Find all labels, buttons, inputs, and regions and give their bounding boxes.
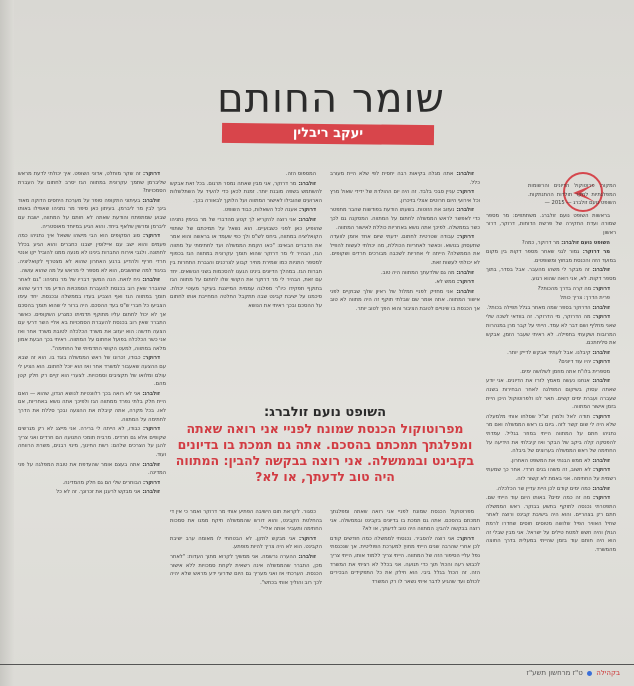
paragraph <box>486 358 616 367</box>
paragraph-text: מספרית בלו"ח אתה מוזמן לשלושה ימים. <box>520 368 610 375</box>
speaker-label: דרוקר: <box>589 413 610 420</box>
column-1 <box>486 182 616 642</box>
paragraph <box>486 349 616 358</box>
speaker-label: דרוקר: <box>455 279 474 286</box>
paragraph-text: זה שקר מוחלט, אדוני השופט. איך יכולתי לדעת מראש שליברמן שתמך עקרונית במתווה הגז יסרב לחתום על העברת הסמכויות? <box>18 171 166 195</box>
paragraph-text: כבודו, לא הייתה לי ברירה. אני מייצג לא רק מגרשים שקופים אלא גם חרדים. מרבית תומכי התנועה הם חרדים ואני צריך להגן על הצרכים שלהם: רשת החינוך, מינוי רבנים, משרת הרווחה ועוד. <box>18 426 166 458</box>
paragraph-text: זה מבקר לי משהו מהעבר. אבל בסדר, בתוך מספר דקות. לא, אני רואה שהוא רגוע. <box>486 267 616 282</box>
page-fold-shadow <box>0 0 14 686</box>
paragraph <box>486 212 616 238</box>
paragraph <box>330 188 480 205</box>
pull-quote <box>170 404 480 485</box>
speaker-label: דרוקר: <box>140 233 160 240</box>
speaker-label: זולברג: <box>590 349 610 356</box>
speaker-label: זולברג: <box>140 390 160 397</box>
paragraph-text: אני רוצה להסביר. נכנסתי לממשלה כמה חודשים קודם לכן אחרי שהרבה שנים הייתי מחוץ למערכת הפוליטית. אך שנכנסתי נפל עליי הסיפור הזה של המתווה. הייתי צריך ללמוד אותו, הייתי צריך לכבוש רעה והכול תוך כדי תנועה. אני בכלל לא רציתי את המשרד הזה. זה הכול בגלל ביבי. הוא חילק את כל התפקידים הבכירים לכולם ועד שהגיע לדבר איתי נשאר לו רק המשרד <box>330 535 480 585</box>
column-3 <box>170 170 322 380</box>
paragraph-text: מר דרוקר, כמה? <box>521 239 560 246</box>
paragraph <box>330 278 480 287</box>
paragraph <box>486 377 616 411</box>
speaker-label: דרוקר: <box>454 535 474 542</box>
paragraph <box>330 535 480 587</box>
paragraph <box>170 180 322 206</box>
paragraph <box>330 206 480 232</box>
speaker-label: דרוקר: <box>591 285 610 292</box>
column-2 <box>330 170 480 395</box>
speaker-label: דרוקר: <box>590 495 610 502</box>
paragraph <box>330 288 480 314</box>
paragraph <box>18 232 166 275</box>
speaker-label: זולברג: <box>589 267 610 274</box>
paragraph-text: גמור לגני שאחר מספר דקות בין מקום במועד הזה והכנסת מבחוץ ומשופטים. <box>486 249 616 264</box>
footer-brand: בקהילה <box>596 669 620 677</box>
paragraph <box>486 413 616 456</box>
paragraph <box>486 466 616 483</box>
paragraph-text: אני מבקש לתקן. לא הבטחתי לו מאומה ערב ישיבת הקבינט. הוא לא היה צריך להיות מופתע. <box>170 535 322 551</box>
speaker-label: זולברג: <box>590 457 610 464</box>
author-byline: יעקב ריבלין <box>222 123 434 145</box>
paragraph-text: מה הדרוקר, מי הדרוקר. זה בוודאי לשכה שלי שאני מחליף ושם דבר לא עמד. הייתי על קבר מרן במנהרות המרובות ושקעתי בתפילה. לא ראיתי שעבר הזמן, אבקש את סליחתכם. <box>486 314 616 347</box>
paragraph-text: ממש לא. <box>434 279 456 286</box>
paragraph <box>170 206 322 215</box>
speaker-label: דרוקר: <box>295 535 317 542</box>
paragraph-text: הבוחרים שלי הם גם חלק מהמדינה. <box>62 479 142 486</box>
column-2-lower <box>330 508 480 648</box>
paragraph <box>486 485 616 494</box>
paragraph <box>486 457 616 466</box>
paragraph-text: בראשות השופט נועם זולברג. משתתפים: מר מספר שמורה ועדת החקירה של פרשת הדוחות, דרוקר, דרור ראשון <box>486 212 616 236</box>
bullet-dot-icon <box>587 671 592 676</box>
paragraph-text: הדרוקר בספר שמה מאחר בגלל תפילה בכותל. <box>486 304 591 311</box>
speaker-label: השופט נועם זולברג: <box>559 239 610 246</box>
speaker-label: זולברג: <box>140 277 160 284</box>
paragraph <box>486 248 616 265</box>
paragraph-text: מה זה כמה ימים? באותו היום עוד הייתי שם. התפטרתי נכנסה לתוקף בתשע בבוקר. ראש הממשלה חתם רק בצהריים. והוא היה בישיבת קבינט ורוצה לאחר שחיל האוויר הפיל שלושה מטוסים חוסים שחדרו לרמת הגולן והיה חשש למטח טילים על ישראל. אני מבין שבלי זה הוא היה חותם עוד בזמן שהייתי במעלית בדרך החוצה מהמשרד. <box>486 495 616 553</box>
speaker-label: זולברג: <box>139 461 161 468</box>
pull-quote-text: מפרוטוקול הכנסת שמונח לפניי אני רואה שאתה ומפלגתך תמכתם בהסכם. אתה גם תמכת בו בדיונים בקבינט ובממשלה. אני רוצה בבקשה להבין: המתווה היה טוב לדעתך, או לא? <box>175 421 475 484</box>
paragraph <box>330 233 480 267</box>
paragraph <box>170 216 322 311</box>
speaker-label: זולברג: <box>140 197 160 204</box>
paragraph-text: מה קרה בדרך מהכותל? <box>537 285 592 292</box>
speaker-label: דרוקר: <box>297 207 316 214</box>
paragraph <box>486 266 616 283</box>
paragraph-text: סוג הסקופים הוא הבי מישהו ששאל איך נתניהו כמה פעמים והוא ישב עם איילוסין ישבנו כחברים והוא הגיע בכלל לחתונה. ולגבי אירוח החברות בינינו לא מנעה ממנו להוביל יקו אנטי חרדי חריף ולהדיע ברגע האחרון שהוא לא מצטרף לקואליציה. בניגוד למה שחושבים, הוא לא מספר לי מראש על מה שהוא עושה. <box>18 233 166 274</box>
speaker-label: דרוקר: <box>454 189 474 196</box>
paragraph <box>330 269 480 278</box>
paragraph <box>486 368 616 377</box>
speaker-label: זולברג: <box>296 180 316 187</box>
paragraph-text: אני רוצה להקריא לך קטע מהדברי של מר בנימין נתניהו שהופיע כאן לפני כשבועיים. הוא נשאל על תמיכתם של שותפי הקואליציה במתווה, ביחס לש"ס ולך כפי שעמד או בראשה והוא אמר את הדברים הבאים: "כאו הקמת הממשלה ועד לחתימתי על מתווה הגז, הבהיר לי מר דרוקר שהוא תומך עקרונית במתווה הגז בכפוף למספר התניות כמו שמירת מחיר קבוע לצרכנים והגברת התחרות בין חברות הגז. במהלך הדיונים בינינו הגענו להסכמות בשני הנושאים. יחד עם זאת, הבהיר לי מר דרוקר את הקושי שלו לחתום על מתווה הגז בתוקף תפקידו כיו"ר מפלגה עממית המייצגת בעיקר מעוטי יכולת. סיכמנו על ישיבת קבינט שבה תתקבל החלטה המחייבת אותו לחתום על ההסכם ובכך ראיתי את הנושא <box>170 216 322 309</box>
speaker-label: זולברג: <box>453 171 475 177</box>
paragraph-text: אנחנו נעשה מאמץ לזרז את הדיונים. אני יודע שאתה עסוק בשיקום המפלגה לאחר הבחירות בשנה שעברה ועברת ימים קשים. תאר לנו ולפרוטוקול היכן היית בזמן אישור המתווה. <box>486 378 616 411</box>
article-intro: המקור: פרוטוקול הדיונים והרשומות המפלגתיות לחקר תולדות ההתנתקות. השופט נועם זולברג — 2015 — <box>528 183 616 207</box>
footer-rule <box>0 664 634 665</box>
speaker-label: דרוקר: <box>140 171 160 177</box>
article-title: שומר החותם <box>217 76 445 122</box>
speaker-label: דרוקר: <box>454 234 474 241</box>
speaker-label: זולברג: <box>454 269 474 276</box>
paragraph-text: אתה בעצם אומר שהעדפת את טובת המפלגה על פני המדינה. <box>18 461 166 477</box>
paragraph <box>18 197 166 231</box>
speaker-label: זולברג: <box>590 485 610 492</box>
paragraph <box>486 239 616 248</box>
speaker-label: זולברג: <box>589 378 610 385</box>
paragraph <box>170 535 322 552</box>
paragraph <box>18 488 166 497</box>
paragraph-text: יהיו עוד דיונים? <box>558 359 592 366</box>
paragraph-text: אתה מגלה בקיאות רבה יחסית לפי שלא היית מעורב כלל. <box>330 171 480 186</box>
pull-quote-speaker: השופט נועם זולברג: <box>263 405 387 420</box>
speaker-label: זולברג: <box>140 489 160 496</box>
paragraph-text: ניח לזאת. הנה המשך דבריו של מר נתניהו: "גם לאחר שהוברר שאין רוב בכנסת להעברת הסמכויות הודיע מר דרעי שהוא תומך במתווה הגז ואף הצביע בעדו בממשלה ובכנסת. יחד עימו הצביעו כל חברי ש"ס בעד ההסכם. היה ברור לי שהוא תומך בהסכם אך לא יכול לחתום עליו מתוקף תדמיתו כמגרע השקופים. כאשר התברר שאין רוב בכנסת להעברת הסמכויות בא אליי השר דרעי עם הצעה חדשה: הוא יעזוב את משרד הכלכלה לטובת משרד אחר ואז אני כשר הכלכלה בפועל אחתום על המתווה. ראיתי בכך הבעת אמון מלאה במתווה, למעט הקושי התדמיתי של החתימה". <box>18 277 166 352</box>
speaker-label: דרוקר: <box>140 426 161 433</box>
speaker-label: דרוקר: <box>591 359 610 366</box>
paragraph <box>18 354 166 388</box>
speaker-label: דרוקר: <box>141 479 160 486</box>
paragraph <box>18 390 166 424</box>
page-footer <box>527 669 620 677</box>
paragraph-text: ההערה נרשמה. אני ממשיך לקרוא מתוך העדות: "לאחר מכן, התברר שהממשלה אינה רשאית לקחת סמכויות ללא אישור הכנסת. הערכתי אז ואני מעריך גם היום שדרעי ידע מראש שלא יהיה לכך רוב והוליך אותי בכחש". <box>170 553 322 586</box>
paragraph-text: אני מחזיק לפניי תמלול של ראיון שלך שבוקיים לפני אישור המתווה. אתה אומר שם שבלתי תוקף זה היה מתווה לא טוב אך הכנסת בו שינויים לטובת הציבור והוא הפך לטוב יותר. <box>330 288 480 312</box>
paragraph <box>330 170 480 187</box>
paragraph <box>170 508 322 534</box>
paragraph <box>486 494 616 554</box>
paragraph-text: עניין סבכי בלבד. זה היה יום ההולדת של ידידי שאול מרץ וכל אירועי היום חרוטים אצלי בזיכרון. <box>330 189 480 204</box>
paragraph-text: נעזוב את הזוטות. בשעתו הודעת בפודשות שהבר מתפטר כדי לאפשר לראש הממשלה לחתום על המתווה. המסקנה גם לכך כשר בממשלה. לפיכך אתה נושא באחריות כוללת לאישור המתווה. <box>330 207 480 231</box>
paragraph-text: בעיתוני התקופה סופר על מערכת היחסים הדוקה מאוד בינך לבין מר ליברמן. בעיתון כאן סיפר מר נתניהו שאפילו באותו שבוע שמתפתח והודעת שאתה לא חותם על המתווה, ישבת עם ליברמן ומרשין שלאף ביחד. והוא הגיע במיוחד מאוסטריה. <box>18 197 166 230</box>
paragraph-text: אני מבקש לרענן את זכרונך. זה לא כל <box>56 489 141 496</box>
speaker-label: דרוקר: <box>140 355 161 362</box>
paragraph <box>486 304 616 313</box>
paragraph-text: המספוס הזה. <box>285 171 316 177</box>
paragraph <box>486 294 616 303</box>
speaker-label: זולברג: <box>454 207 475 214</box>
paragraph <box>170 553 322 587</box>
paragraph-text: כבודו, זכרונו של ראש הממשלה בוגד בו. הוא זה שבא עם ההצעה שאעבור למשרד אחר ואז הוא יוכל לחתום. הוא הציע לי עולם ומלואו של תקציבים וסמכויות. לצערי הוא קיים רק חלק קטן מהם. <box>18 355 166 388</box>
paragraph-text: מר דרוקר, אני מבין שאתה נמסר תרגום. בכל זאת אבקש להשתמש בשפה מובנת יותר. זמנת לכאן כדי להעיד על השתלשלות הארועים שהובילו לאישור המתווה ועל הלוקך לבאורה בכך. <box>170 180 322 204</box>
paragraph <box>486 313 616 347</box>
paragraph <box>18 425 166 459</box>
paragraph-text: פרית הדרך: צריך כותל <box>560 295 610 302</box>
paragraph <box>18 461 166 478</box>
speaker-label: זולברג: <box>453 288 474 295</box>
column-4 <box>18 170 166 640</box>
footer-date: ט"ז מרחשון תשע"ז <box>526 669 583 677</box>
paragraph-text: אני לא רואה בכך רלוונטיות לנושא הנדון, שהוא — האם היית חלק בלתי נפרד ממתווה הגז ולפיכך אתה נושא באחריות, אם לאו. בכל מקרה, אתה קיבלת את ההצעה ובכך סללת את הדרך לחתימה על המתווה. <box>18 390 166 423</box>
speaker-label: זולברג: <box>590 304 610 311</box>
paragraph <box>170 170 322 179</box>
paragraph-text: לא חשוב, זה משהו בנים חרדי. אחר כך שמעתי רשמית על החתימה. אני באמת לא קשור לזה. <box>486 467 616 482</box>
paragraph-text: כמה ימים קודם לכן היית עדיין שר הכלכלה. <box>496 485 591 492</box>
speaker-label: זולברג: <box>296 216 316 223</box>
paragraph-text: מפרוטוקול הכנסת שמונח לפניי אני רואה שאתה ומפלגתך תמכתם בהסכם. אתה גם תמכת בו בדיונים בקבינט ובממשלה. אני רוצה בבקשה להבין: המתווה היה טוב לדעתך, או לא? <box>330 509 480 533</box>
paragraph-text: אענה לכל השאלות, כבוד השופט. <box>223 207 298 214</box>
speaker-label: דרוקר: <box>590 314 611 321</box>
paragraph-text: לא ממש הבנתי את המשפט האחרון. <box>510 457 591 464</box>
paragraph-text: עבודה שטרטית לחתום. ידעתי שיום אחד אזמן לוועדה שתעסוק בנושא. וכאשר לאחריות הכוללת, מה יכולתי לעשות להפיל את הממשלה? הייתה לי אחריות לשכבה מבורכים חרדים ושקופים. לא יכולתי לעשות זאת. <box>330 234 480 266</box>
paragraph <box>18 479 166 488</box>
paragraph-text: כסגור. לקראת תום הישיבה הפתיע אותי מר דרוקר ואמר כי אין די בהחלטת הקבינט, והוא דורש שהממשלה תיקח ממנו את סמכות החתימה ותעביר אותה אליי". <box>170 509 322 533</box>
speaker-label: זולברג: <box>296 553 317 560</box>
paragraph-text: תודה לאל ולמרן זצ"ל שסלחו אותי מלמעלה שלא היה לי שום קשר לזה. ביום בו ראש הממשלה ואם מר נתניהו חתם על המתווה הייתי במוזר בגליל. עמדתי להפסקה קלה ביקב של הבקר ואז קיבלתי את הידיעה על החתימה של ראש הממשלה בערוצים של ביבלה. <box>486 413 616 455</box>
paragraph <box>330 508 480 534</box>
paragraph <box>18 276 166 353</box>
paragraph-text: מה גם שלדעתך המתווה היה טוב. <box>380 269 455 276</box>
paragraph <box>486 285 616 294</box>
speaker-label: מר דרוקר: <box>579 249 610 256</box>
paragraph <box>18 170 166 196</box>
speaker-label: דרוקר: <box>590 467 611 474</box>
column-3-lower <box>170 508 322 638</box>
paragraph-text: קיבלנו. אבל לעתיד אבקש לדייק יותר. <box>507 349 591 356</box>
